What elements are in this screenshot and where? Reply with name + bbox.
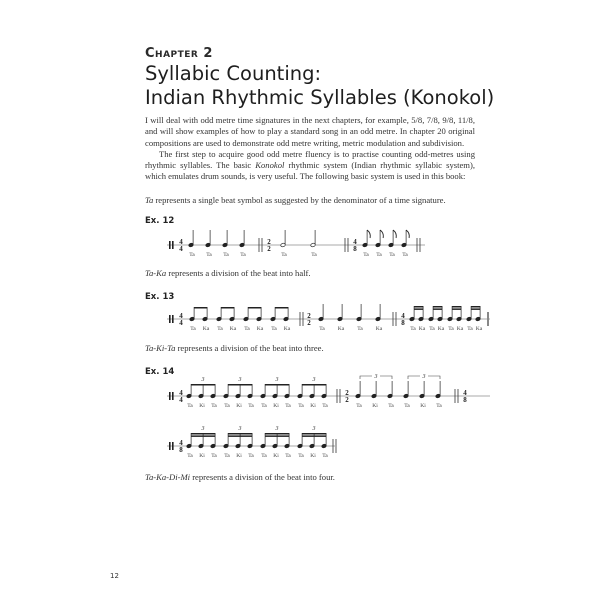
time-signature-bottom: 8 [463, 396, 467, 404]
tuplet-number: 3 [238, 377, 242, 383]
tuplet-number: 3 [422, 374, 426, 380]
title-line-1: Syllabic Counting: [145, 62, 322, 85]
tuplet-number: 3 [275, 377, 279, 383]
repeat-bar [169, 392, 171, 400]
repeat-bar [169, 315, 171, 323]
syllable-label: Ki [236, 453, 242, 459]
time-signature-top: 4 [179, 312, 183, 320]
syllable-label: Ta [285, 403, 291, 409]
syllable-label: Ta [223, 252, 229, 258]
syllable-label: Ka [202, 326, 210, 332]
syllable-label: Ka [256, 326, 264, 332]
syllable-term: Ta-Ki-Ta [145, 343, 176, 353]
syllable-label: Ta [244, 326, 250, 332]
tuplet-number: 3 [201, 377, 205, 383]
time-signature-top: 2 [267, 238, 271, 246]
beam [452, 306, 461, 308]
syllable-label: Ta [189, 252, 195, 258]
beam [414, 306, 423, 308]
beam [265, 433, 289, 435]
repeat-bar [172, 315, 174, 323]
syllable-label: Ki [310, 453, 316, 459]
beam [302, 433, 326, 435]
page-number: 12 [110, 572, 119, 580]
text-run: The first step to acquire good odd metre fluency is to practise counting odd-metres using rhythmic syllables. The basic [145, 148, 475, 171]
beam [265, 384, 289, 386]
beam [471, 306, 480, 308]
syllable-label: Ta [322, 403, 328, 409]
beam [265, 435, 289, 437]
time-signature-bottom: 8 [353, 245, 357, 253]
syllable-label: Ka [456, 326, 464, 332]
syllable-label: Ta [261, 403, 267, 409]
syllable-label: Ta [436, 403, 442, 409]
syllable-label: Ki [273, 403, 279, 409]
music-staff-ex14-line2 [165, 422, 345, 466]
repeat-bar [169, 442, 171, 450]
syllable-label: Ta [319, 326, 325, 332]
syllable-label: Ta [404, 403, 410, 409]
syllable-label: Ta [448, 326, 454, 332]
syllable-label: Ki [420, 403, 426, 409]
tuplet-number: 3 [275, 426, 279, 432]
syllable-label: Ka [418, 326, 426, 332]
description-text: represents a division of the beat into half. [166, 268, 311, 278]
beam [433, 306, 442, 308]
syllable-label: Ta [187, 403, 193, 409]
intro-text [145, 115, 475, 183]
syllable-label: Ta [356, 403, 362, 409]
time-signature-bottom: 4 [179, 396, 183, 404]
text-run: rhythmic system (Indian rhythmic syllabic system), which emulates drum sounds, is very useful. The following basic system is used in this book: [145, 160, 475, 182]
syllable-label: Ta [298, 403, 304, 409]
syllable-label: Ka [375, 326, 383, 332]
syllable-label: Ta [224, 403, 230, 409]
note-flag [367, 230, 370, 238]
beam [471, 308, 480, 310]
time-signature-bottom: 8 [179, 446, 183, 454]
syllable-label: Ta [389, 252, 395, 258]
syllable-label: Ka [437, 326, 445, 332]
syllable-label: Ta [281, 252, 287, 258]
intro-paragraph-2 [145, 149, 475, 183]
time-signature-top: 4 [353, 238, 357, 246]
syllable-label: Ta [211, 453, 217, 459]
beam [191, 384, 215, 386]
syllable-label: Ta [285, 453, 291, 459]
time-signature-top: 2 [345, 389, 349, 397]
beam [452, 308, 461, 310]
page-title [145, 62, 505, 110]
note-flag [406, 230, 409, 238]
beam [414, 308, 423, 310]
note-flag [380, 230, 383, 238]
time-signature-top: 4 [179, 439, 183, 447]
syllable-term: Ta-Ka [145, 268, 167, 278]
description-text: represents a division of the beat into three. [175, 343, 324, 353]
description-text: represents a single beat symbol as suggested by the denominator of a time signature. [153, 195, 446, 205]
beam [228, 435, 252, 437]
syllable-label: Ta [410, 326, 416, 332]
syllable-label: Ta [211, 403, 217, 409]
description-ta-ka [145, 268, 475, 279]
syllable-label: Ta [311, 252, 317, 258]
beam [191, 435, 215, 437]
syllable-label: Ki [372, 403, 378, 409]
beam [191, 433, 215, 435]
syllable-term: Ta [145, 195, 154, 205]
syllable-label: Ka [283, 326, 291, 332]
syllable-label: Ta [402, 252, 408, 258]
description-ta-ka-di-mi [145, 472, 475, 483]
repeat-bar [172, 442, 174, 450]
syllable-label: Ta [376, 252, 382, 258]
beam [248, 307, 261, 309]
tuplet-number: 3 [374, 374, 378, 380]
syllable-label: Ta [261, 453, 267, 459]
beam [302, 435, 326, 437]
syllable-label: Ki [199, 453, 205, 459]
syllable-label: Ka [229, 326, 237, 332]
syllable-label: Ta [240, 252, 246, 258]
description-ta-ki-ta [145, 343, 475, 354]
music-staff-ex14-line1 [165, 372, 495, 416]
syllable-label: Ta [388, 403, 394, 409]
time-signature-top: 4 [463, 389, 467, 397]
syllable-label: Ta [206, 252, 212, 258]
beam [275, 307, 288, 309]
syllable-label: Ta [322, 453, 328, 459]
time-signature-top: 2 [307, 312, 311, 320]
title-line-2: Indian Rhythmic Syllables (Konokol) [145, 86, 495, 109]
syllable-label: Ta [248, 403, 254, 409]
tuplet-number: 3 [201, 426, 205, 432]
syllable-label: Ki [199, 403, 205, 409]
syllable-label: Ta [271, 326, 277, 332]
time-signature-bottom: 8 [401, 319, 405, 327]
syllable-label: Ta [357, 326, 363, 332]
repeat-bar [169, 241, 171, 249]
description-ta [145, 195, 475, 206]
syllable-label: Ta [187, 453, 193, 459]
beam [194, 307, 207, 309]
konokol-term: Konokol [255, 160, 285, 171]
note-flag [393, 230, 396, 238]
syllable-label: Ta [217, 326, 223, 332]
beam [302, 384, 326, 386]
time-signature-bottom: 4 [179, 319, 183, 327]
syllable-label: Ta [224, 453, 230, 459]
syllable-label: Ka [475, 326, 483, 332]
time-signature-bottom: 2 [267, 245, 271, 253]
music-staff-ex12 [165, 226, 425, 262]
syllable-label: Ki [236, 403, 242, 409]
music-staff-ex13 [165, 300, 495, 336]
time-signature-top: 4 [179, 238, 183, 246]
end-barline [487, 312, 489, 326]
time-signature-bottom: 2 [307, 319, 311, 327]
syllable-term: Ta-Ka-Di-Mi [145, 472, 191, 482]
time-signature-bottom: 4 [179, 245, 183, 253]
beam [433, 308, 442, 310]
beam [221, 307, 234, 309]
repeat-bar [172, 392, 174, 400]
syllable-label: Ki [310, 403, 316, 409]
syllable-label: Ka [337, 326, 345, 332]
syllable-label: Ta [248, 453, 254, 459]
tuplet-number: 3 [238, 426, 242, 432]
intro-paragraph-1: I will deal with odd metre time signatures in the next chapters, for example, 5/8, 7/8, 9/8, 11/8, and will show examples of how to play a standard song in an odd metre. In chapter 20 original compositions are used to demonstrate odd metre writing, metric modulation and subdivision. [145, 115, 475, 148]
syllable-label: Ta [429, 326, 435, 332]
time-signature-top: 4 [401, 312, 405, 320]
syllable-label: Ta [190, 326, 196, 332]
syllable-label: Ta [467, 326, 473, 332]
tuplet-number: 3 [312, 377, 316, 383]
description-text: represents a division of the beat into four. [190, 472, 335, 482]
example-label: Ex. 12 [145, 216, 175, 226]
syllable-label: Ta [298, 453, 304, 459]
syllable-label: Ki [273, 453, 279, 459]
time-signature-top: 4 [179, 389, 183, 397]
syllable-label: Ta [363, 252, 369, 258]
beam [228, 433, 252, 435]
chapter-label: Chapter 2 [145, 46, 213, 61]
beam [228, 384, 252, 386]
tuplet-number: 3 [312, 426, 316, 432]
example-label: Ex. 14 [145, 367, 175, 377]
repeat-bar [172, 241, 174, 249]
example-label: Ex. 13 [145, 292, 175, 302]
time-signature-bottom: 2 [345, 396, 349, 404]
